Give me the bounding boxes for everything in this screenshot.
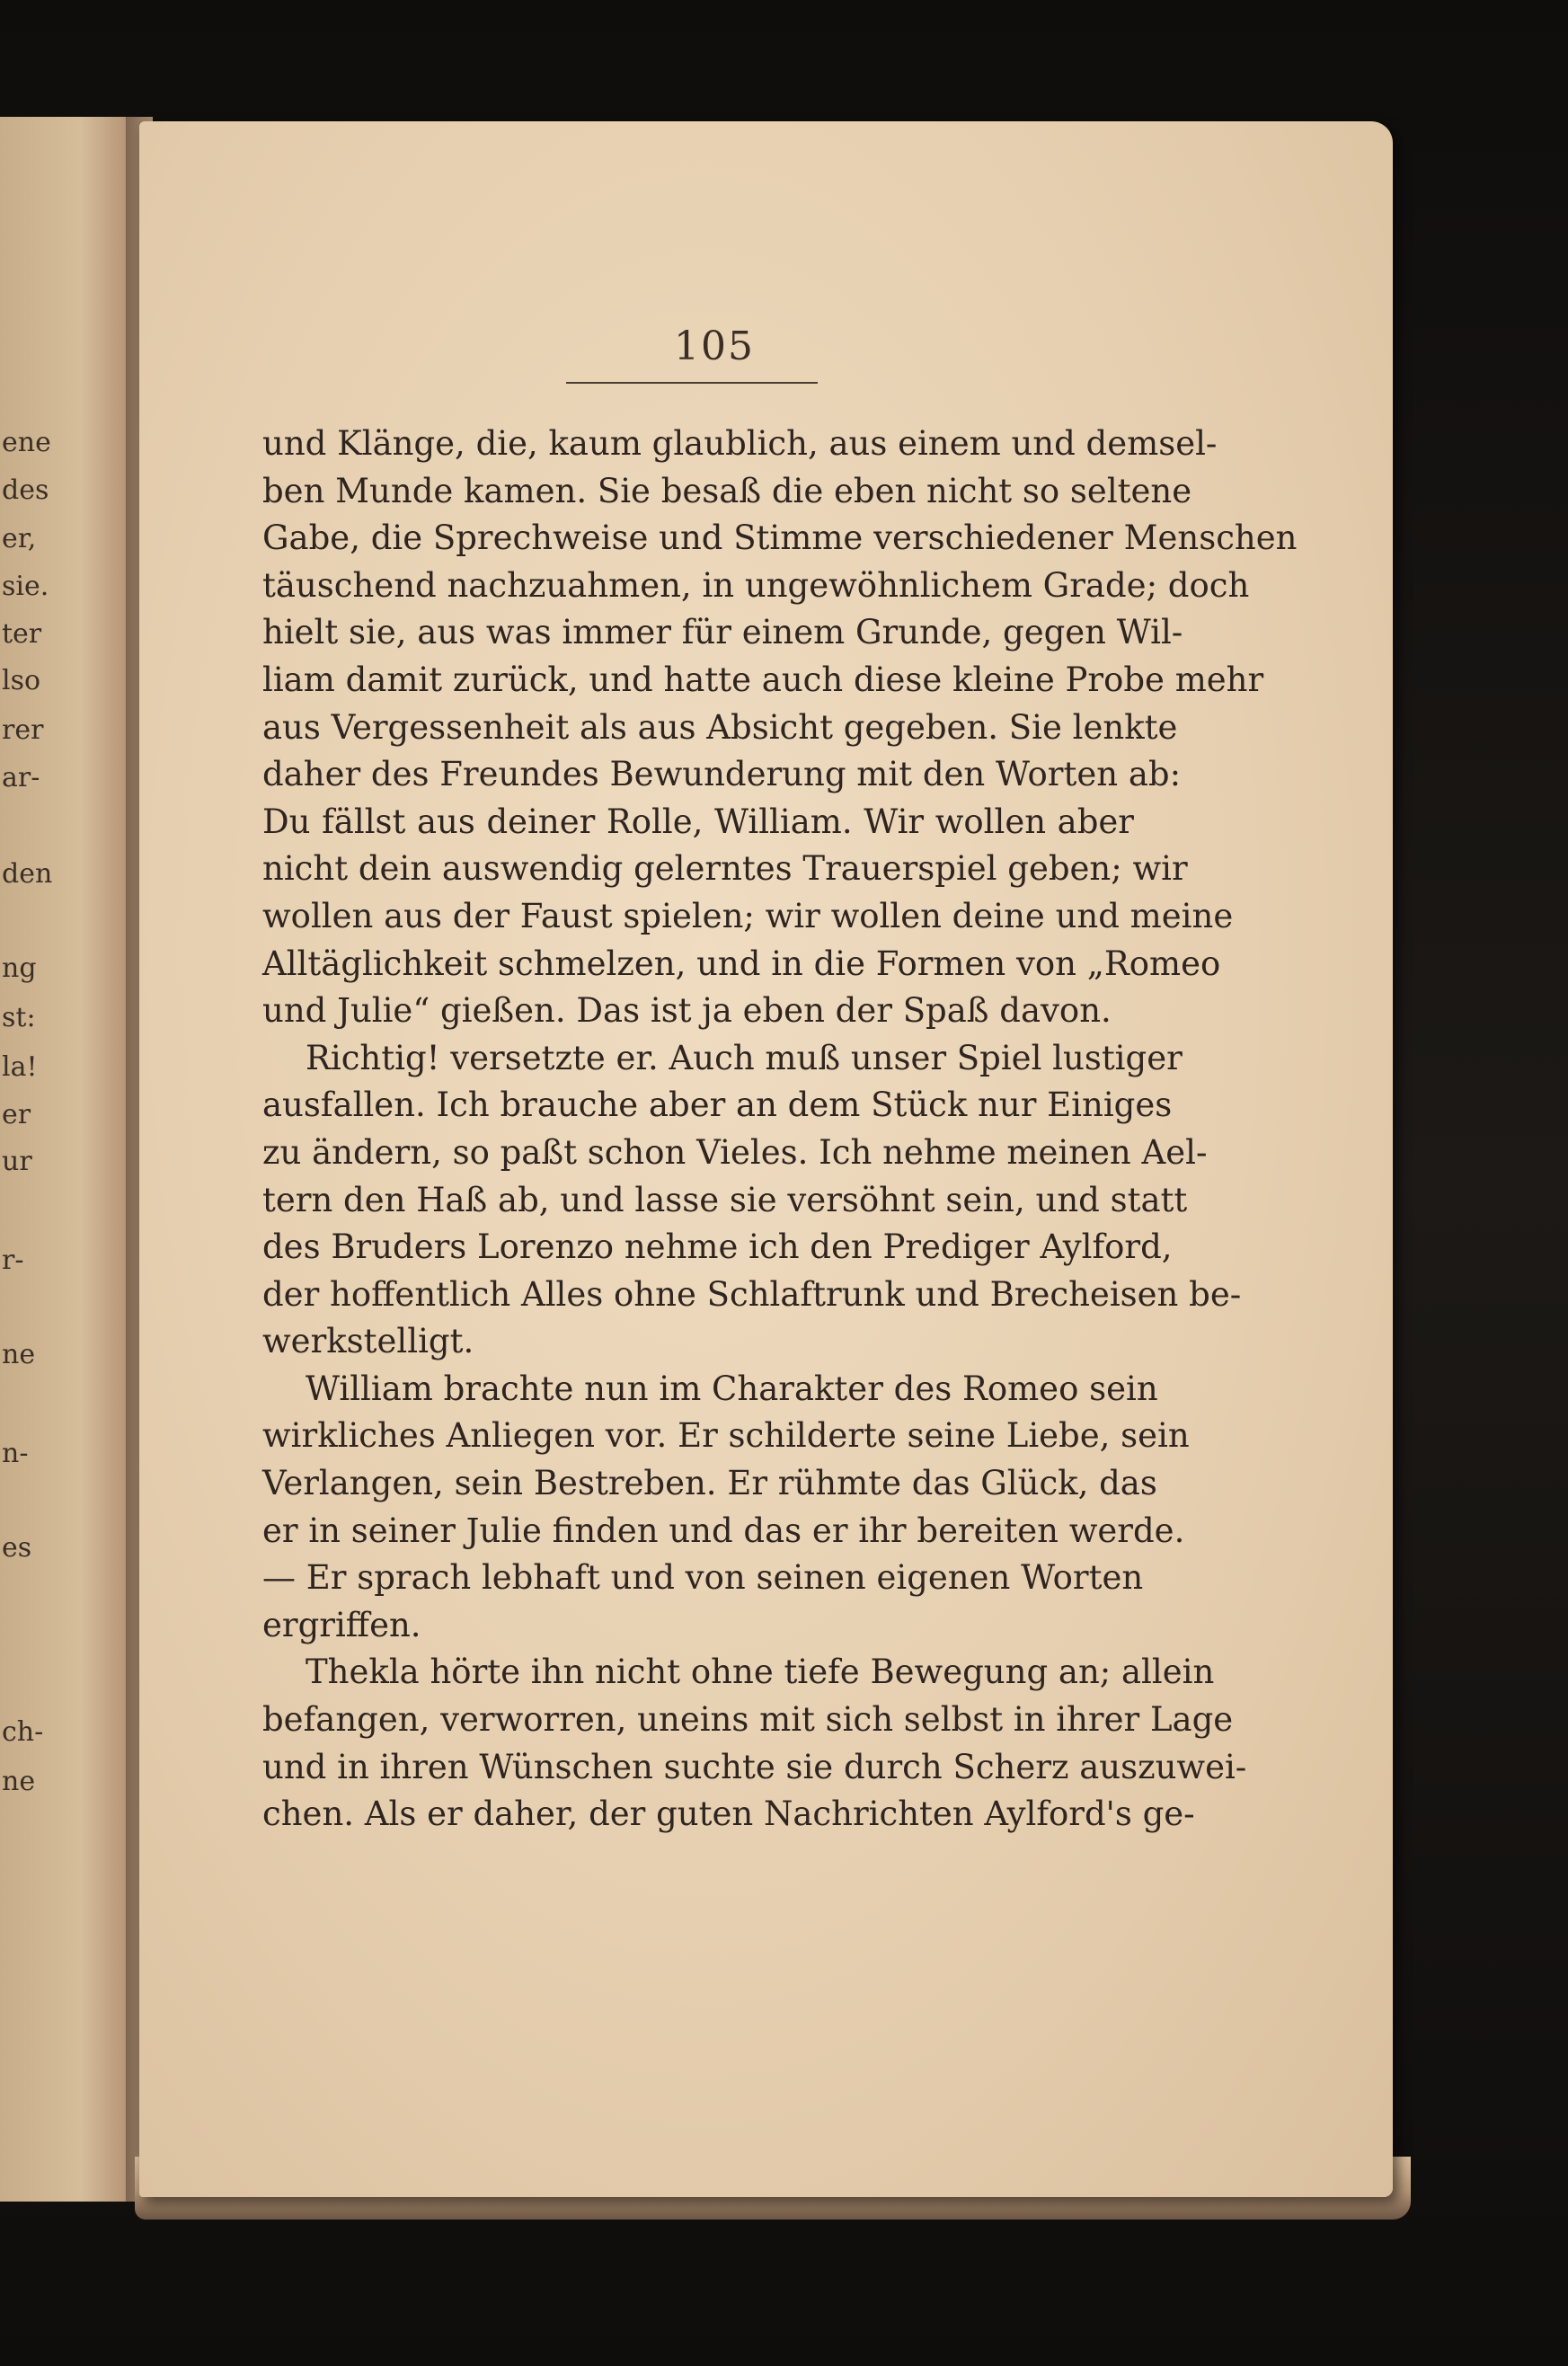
text-line: er in seiner Julie finden und das er ihr bereiten werde. bbox=[262, 1511, 1185, 1550]
left-page-fragment: ch- bbox=[2, 1716, 44, 1748]
left-page-fragment: er, bbox=[2, 523, 37, 554]
left-page-fragment: la! bbox=[2, 1051, 38, 1083]
text-line: wirkliches Anliegen vor. Er schilderte seine Liebe, sein bbox=[262, 1416, 1190, 1456]
left-page-fragment: des bbox=[2, 474, 49, 506]
text-line: ergriffen. bbox=[262, 1605, 421, 1644]
text-line: Thekla hörte ihn nicht ohne tiefe Bewegung an; allein bbox=[306, 1653, 1215, 1692]
text-line: Alltäglichkeit schmelzen, und in die Formen von „Romeo bbox=[262, 944, 1221, 983]
text-line: chen. Als er daher, der guten Nachrichten Aylford's ge- bbox=[262, 1794, 1195, 1834]
left-page-fragment: r- bbox=[2, 1245, 24, 1276]
text-line: und Klänge, die, kaum glaublich, aus einem und demsel- bbox=[262, 424, 1218, 463]
text-line: der hoffentlich Alles ohne Schlaftrunk und Brecheisen be- bbox=[262, 1274, 1242, 1314]
left-page-fragment: ur bbox=[2, 1146, 32, 1177]
text-line: ausfallen. Ich brauche aber an dem Stück nur Einiges bbox=[262, 1086, 1173, 1125]
text-line: — Er sprach lebhaft und von seinen eigenen Worten bbox=[262, 1558, 1144, 1598]
left-page-edge bbox=[0, 117, 135, 2202]
body-text bbox=[262, 421, 1298, 1839]
left-page-fragment: ene bbox=[2, 427, 51, 458]
text-line: Verlangen, sein Bestreben. Er rühmte das Glück, das bbox=[262, 1464, 1157, 1503]
text-line: Richtig! versetzte er. Auch muß unser Spiel lustiger bbox=[306, 1038, 1183, 1077]
text-line: tern den Haß ab, und lasse sie versöhnt sein, und statt bbox=[262, 1180, 1188, 1219]
left-page-fragment: ne bbox=[2, 1339, 36, 1370]
text-line: befangen, verworren, uneins mit sich selbst in ihrer Lage bbox=[262, 1700, 1234, 1740]
text-line: Du fällst aus deiner Rolle, William. Wir wollen aber bbox=[262, 802, 1134, 841]
text-line: und in ihren Wünschen suchte sie durch Scherz auszuwei- bbox=[262, 1747, 1247, 1786]
left-page-fragment: sie. bbox=[2, 571, 49, 602]
left-page-fragment: er bbox=[2, 1099, 31, 1130]
text-line: daher des Freundes Bewunderung mit den Worten ab: bbox=[262, 755, 1182, 794]
left-page-fragment: ter bbox=[2, 618, 42, 650]
text-line: liam damit zurück, und hatte auch diese kleine Probe mehr bbox=[262, 660, 1264, 699]
left-page-fragment: lso bbox=[2, 665, 41, 696]
left-page-fragment: es bbox=[2, 1532, 32, 1564]
text-line: wollen aus der Faust spielen; wir wollen deine und meine bbox=[262, 896, 1234, 935]
left-page-fragment: den bbox=[2, 858, 53, 890]
left-page-fragment: ng bbox=[2, 953, 37, 984]
text-line: werkstelligt. bbox=[262, 1322, 474, 1361]
text-line: hielt sie, aus was immer für einem Grunde, gegen Wil- bbox=[262, 613, 1183, 652]
text-line: des Bruders Lorenzo nehme ich den Prediger Aylford, bbox=[262, 1227, 1173, 1267]
left-page-fragment: st: bbox=[2, 1002, 36, 1033]
left-page-fragment: rer bbox=[2, 714, 44, 746]
left-page-fragment: ne bbox=[2, 1766, 36, 1797]
text-line: aus Vergessenheit als aus Absicht gegeben. Sie lenkte bbox=[262, 707, 1178, 747]
text-line: Gabe, die Sprechweise und Stimme verschiedener Menschen bbox=[262, 518, 1298, 558]
left-page-fragment: ar- bbox=[2, 762, 40, 793]
page-number: 105 bbox=[674, 323, 755, 369]
text-line: William brachte nun im Charakter des Romeo sein bbox=[306, 1369, 1158, 1408]
header-rule bbox=[566, 382, 818, 384]
text-line: nicht dein auswendig gelerntes Trauerspiel geben; wir bbox=[262, 849, 1188, 889]
text-line: täuschend nachzuahmen, in ungewöhnlichem Grade; doch bbox=[262, 565, 1250, 605]
text-line: und Julie“ gießen. Das ist ja eben der Spaß davon. bbox=[262, 991, 1112, 1031]
text-line: zu ändern, so paßt schon Vieles. Ich nehme meinen Ael- bbox=[262, 1132, 1208, 1172]
text-line: ben Munde kamen. Sie besaß die eben nicht so seltene bbox=[262, 471, 1192, 510]
left-page-fragment: n- bbox=[2, 1438, 29, 1469]
